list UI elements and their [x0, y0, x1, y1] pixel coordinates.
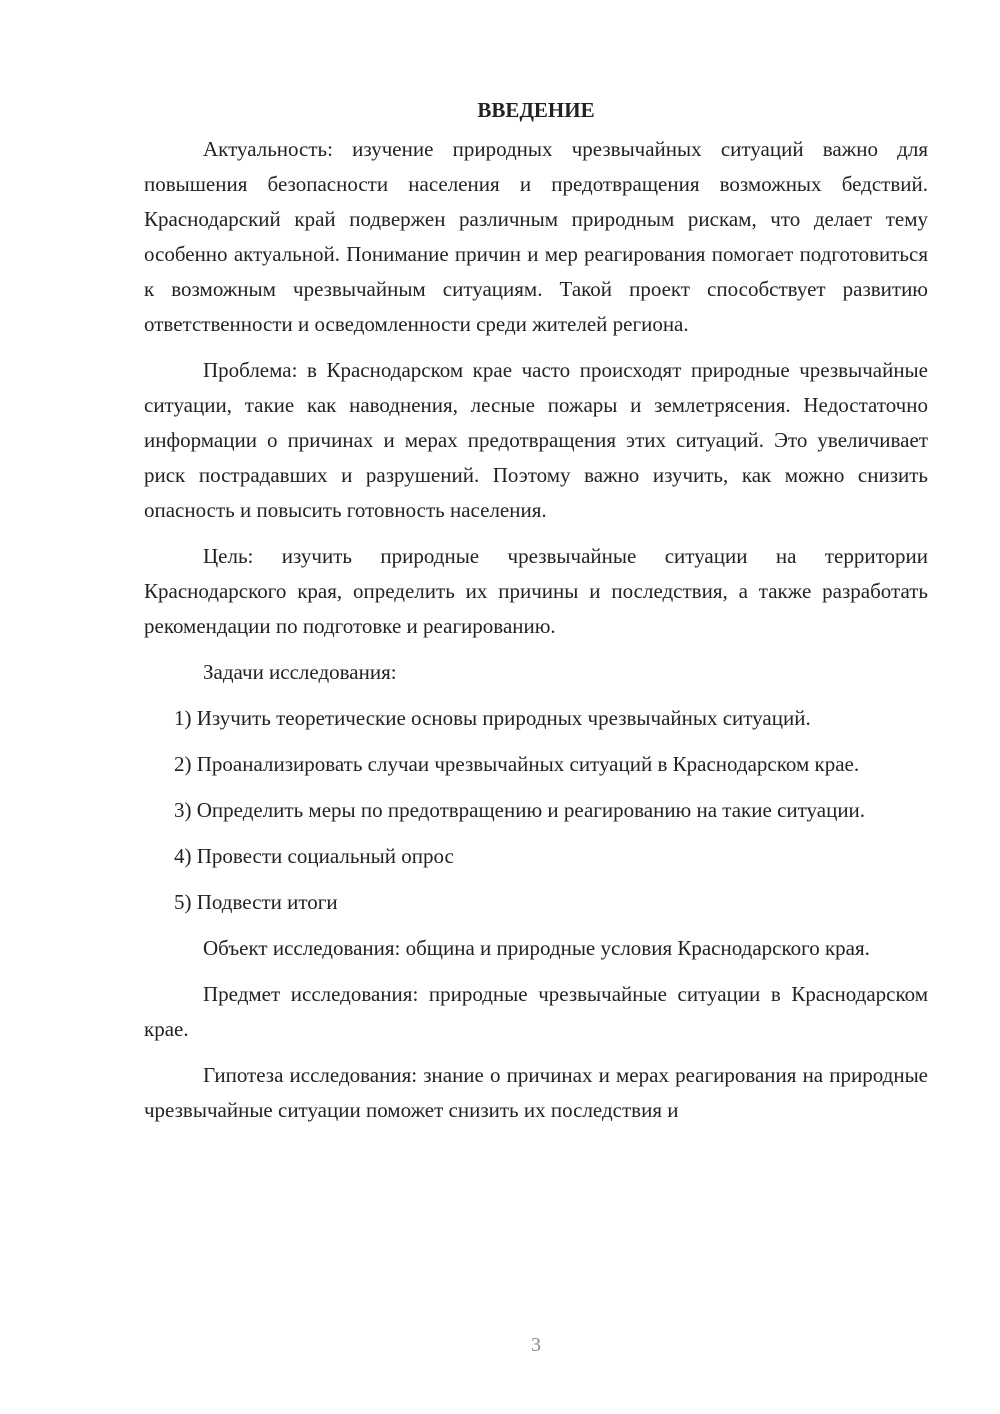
paragraph-hypothesis: Гипотеза исследования: знание о причинах и мерах реагирования на природные чрезвычайные ситуации поможет снизить их последствия и [144, 1063, 928, 1122]
paragraph-subject: Предмет исследования: природные чрезвычайные ситуации в Краснодарском крае. [144, 982, 928, 1041]
task-item: 1) Изучить теоретические основы природных чрезвычайных ситуаций. [174, 706, 811, 730]
task-item: 5) Подвести итоги [174, 890, 338, 914]
page-content [144, 95, 928, 1139]
page-number: 3 [531, 1334, 541, 1356]
paragraph-tasks-heading: Задачи исследования: [203, 660, 397, 684]
paragraph-goal: Цель: изучить природные чрезвычайные ситуации на территории Краснодарского края, определить их причины и последствия, а также разработать рекомендации по подготовке и реагированию. [144, 544, 928, 638]
task-item: 2) Проанализировать случаи чрезвычайных ситуаций в Краснодарском крае. [174, 752, 860, 776]
paragraph-object: Объект исследования: община и природные условия Краснодарского края. [203, 936, 870, 960]
paragraph-problem: Проблема: в Краснодарском крае часто происходят природные чрезвычайные ситуации, такие как наводнения, лесные пожары и землетрясения. Недостаточно информации о причинах и мерах предотвращения этих ситуаций. Это увеличивает риск пострадавших и разрушений. Поэтому важно изучить, как можно снизить опасность и повысить готовность населения. [144, 358, 928, 522]
paragraph-relevance: Актуальность: изучение природных чрезвычайных ситуаций важно для повышения безопасности населения и предотвращения возможных бедствий. Краснодарский край подвержен различным природным рискам, что делает тему особенно актуальной. Понимание причин и мер реагирования помогает подготовиться к возможным чрезвычайным ситуациям. Такой проект способствует развитию ответственности и осведомленности среди жителей региона. [144, 137, 928, 336]
task-item: 3) Определить меры по предотвращению и реагированию на такие ситуации. [174, 798, 866, 822]
page-title: ВВЕДЕНИЕ [477, 98, 595, 122]
task-item: 4) Провести социальный опрос [174, 844, 454, 868]
